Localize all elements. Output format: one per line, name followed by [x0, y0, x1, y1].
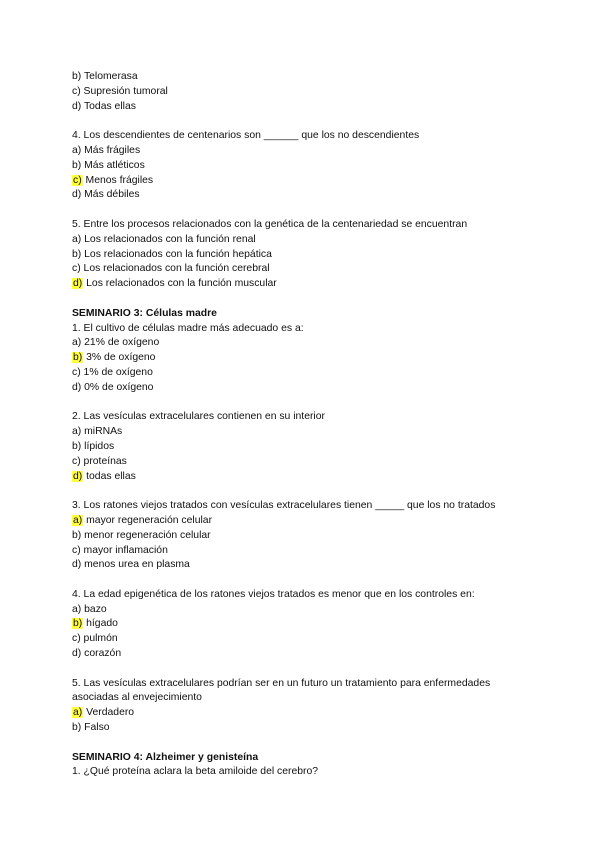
answer-option	[72, 544, 560, 559]
question-text: 5. Las vesículas extracelulares podrían ser en un futuro un tratamiento para enfermedades asociadas al envejecimiento	[72, 677, 491, 704]
answer-text: lípidos	[81, 440, 115, 452]
answer-marker: b)	[72, 159, 82, 171]
answer-text: 0% de oxígeno	[81, 381, 154, 393]
answer-marker: b)	[72, 248, 82, 260]
highlighted-answer-marker: b)	[73, 618, 83, 630]
answer-option	[72, 70, 560, 85]
highlighted-answer-marker: c)	[73, 174, 82, 186]
highlighted-answer-marker: d)	[73, 278, 83, 290]
answer-text: 1% de oxígeno	[80, 366, 153, 378]
answer-marker: d)	[72, 189, 82, 201]
answer-text: mayor regeneración celular	[83, 514, 213, 526]
answer-marker: a)	[72, 337, 82, 349]
answer-text: 3% de oxígeno	[83, 352, 156, 364]
question-text: 5. Entre los procesos relacionados con la genética de la centenariedad se encuentran	[72, 218, 468, 230]
answer-option	[72, 351, 560, 366]
answer-marker: c)	[72, 633, 81, 645]
answer-marker: c)	[72, 455, 81, 467]
question-block	[72, 677, 560, 736]
answer-text: mayor inflamación	[80, 544, 168, 556]
answer-marker: c)	[72, 263, 81, 275]
answer-text: Los relacionados con la función hepática	[81, 248, 272, 260]
answer-marker: c)	[72, 366, 81, 378]
answer-option	[72, 85, 560, 100]
answer-text: 21% de oxígeno	[81, 337, 160, 349]
answer-text: Más débiles	[81, 189, 140, 201]
answer-option	[72, 706, 560, 721]
answer-marker: b)	[72, 529, 82, 541]
answer-text: Supresión tumoral	[80, 85, 168, 97]
answer-marker: d)	[72, 559, 82, 571]
section-heading: SEMINARIO 3: Células madre	[72, 307, 217, 319]
section	[72, 751, 560, 781]
answer-option	[72, 455, 560, 470]
answer-text: Todas ellas	[81, 100, 136, 112]
answer-option	[72, 336, 560, 351]
question-text: 4. Los descendientes de centenarios son ______ que los no descendientes	[72, 130, 420, 142]
answer-marker: d)	[72, 648, 82, 660]
question-text: 2. Las vesículas extracelulares contienen en su interior	[72, 411, 325, 423]
answer-text: miRNAs	[81, 426, 123, 438]
answer-option	[72, 514, 560, 529]
answer-marker: d)	[72, 100, 82, 112]
question-text: 1. El cultivo de células madre más adecuado es a:	[72, 322, 304, 334]
answer-marker: c)	[72, 544, 81, 556]
answer-option	[72, 262, 560, 277]
answer-text: Más atléticos	[81, 159, 145, 171]
answer-marker: a)	[72, 426, 82, 438]
highlighted-answer-marker: d)	[73, 470, 83, 482]
answer-option	[72, 233, 560, 248]
section-heading: SEMINARIO 4: Alzheimer y genisteína	[72, 751, 259, 763]
question-block	[72, 765, 560, 780]
answer-text: hígado	[83, 618, 118, 630]
answer-text: Telomerasa	[81, 71, 138, 82]
answer-option	[72, 159, 560, 174]
section	[72, 70, 560, 292]
answer-option	[72, 277, 560, 292]
answer-option	[72, 144, 560, 159]
answer-text: Los relacionados con la función renal	[81, 233, 256, 245]
section	[72, 307, 560, 736]
answer-option	[72, 188, 560, 203]
answer-option	[72, 529, 560, 544]
answer-option	[72, 440, 560, 455]
answer-text: Los relacionados con la función muscular	[83, 278, 277, 290]
question-block	[72, 499, 560, 573]
answer-text: menor regeneración celular	[81, 529, 211, 541]
answer-option	[72, 248, 560, 263]
highlighted-answer-marker: a)	[73, 514, 83, 526]
question-block	[72, 322, 560, 396]
answer-marker: b)	[72, 71, 82, 82]
answer-option	[72, 647, 560, 662]
answer-text: menos urea en plasma	[81, 559, 190, 571]
highlighted-answer-marker: a)	[73, 707, 83, 719]
answer-option	[72, 632, 560, 647]
answer-text: Falso	[81, 722, 110, 734]
answer-text: pulmón	[80, 633, 118, 645]
answer-option	[72, 425, 560, 440]
answer-option	[72, 470, 560, 485]
question-text: 4. La edad epigenética de los ratones viejos tratados es menor que en los controles en:	[72, 588, 475, 600]
question-text: 1. ¿Qué proteína aclara la beta amiloide del cerebro?	[72, 766, 319, 778]
answer-option	[72, 603, 560, 618]
answer-text: Verdadero	[83, 707, 135, 719]
answer-marker: a)	[72, 603, 82, 615]
answer-text: proteínas	[80, 455, 127, 467]
question-block	[72, 70, 560, 114]
answer-option	[72, 558, 560, 573]
answer-marker: a)	[72, 233, 82, 245]
answer-marker: a)	[72, 144, 82, 156]
answer-text: Los relacionados con la función cerebral	[80, 263, 270, 275]
question-block	[72, 218, 560, 292]
highlighted-answer-marker: b)	[73, 352, 83, 364]
answer-option	[72, 100, 560, 115]
answer-marker: b)	[72, 722, 82, 734]
answer-option	[72, 366, 560, 381]
answer-option	[72, 381, 560, 396]
answer-option	[72, 174, 560, 189]
answer-marker: d)	[72, 381, 82, 393]
question-block	[72, 588, 560, 662]
question-text: 3. Los ratones viejos tratados con vesículas extracelulares tienen _____ que los no tratados	[72, 500, 496, 512]
answer-option	[72, 721, 560, 736]
question-block	[72, 129, 560, 203]
answer-text: Menos frágiles	[82, 174, 154, 186]
answer-text: todas ellas	[83, 470, 136, 482]
answer-marker: b)	[72, 440, 82, 452]
answer-text: bazo	[81, 603, 107, 615]
answer-text: corazón	[81, 648, 122, 660]
answer-text: Más frágiles	[81, 144, 141, 156]
question-block	[72, 410, 560, 484]
answer-option	[72, 617, 560, 632]
answer-marker: c)	[72, 85, 81, 97]
